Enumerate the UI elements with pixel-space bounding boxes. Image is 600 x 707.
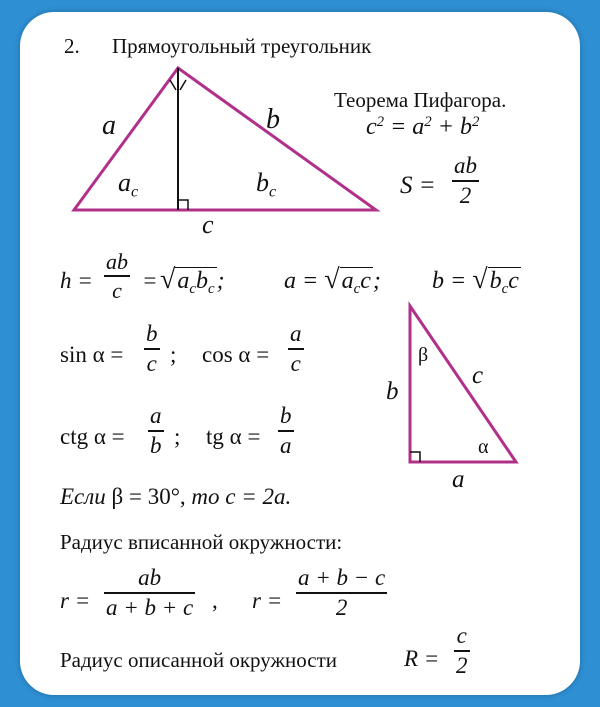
- label-c2: c: [472, 362, 484, 389]
- tg-fraction: b a: [280, 403, 292, 458]
- sin-fraction: b c: [146, 321, 158, 376]
- height-eq: =: [142, 268, 158, 293]
- label-alpha: α: [478, 436, 489, 458]
- formula-card: [20, 12, 580, 695]
- pythagoras-formula: $c^2 = a^2 + b^2$: [366, 114, 480, 141]
- ctg-fraction: a b: [150, 403, 162, 458]
- height-lhs: h =: [60, 268, 93, 293]
- leg-a-formula: $a = √a_cc$;: [284, 264, 381, 298]
- cos-lhs: cos α =: [202, 342, 270, 367]
- label-c: c: [202, 210, 214, 239]
- area-fraction: ab 2: [454, 153, 477, 208]
- sin-sep: ;: [170, 342, 177, 367]
- R-lhs: R =: [404, 646, 440, 671]
- r1-lhs: r =: [60, 588, 91, 613]
- r1-comma: ,: [212, 588, 218, 613]
- r2-lhs: r =: [252, 588, 283, 613]
- label-a: a: [102, 110, 116, 141]
- circumscribed-title: Радиус описанной окружности: [60, 648, 337, 672]
- r1-fraction: ab a + b + c: [106, 565, 194, 620]
- tg-lhs: tg α =: [206, 424, 261, 449]
- height-fraction: ab c: [106, 249, 128, 303]
- section-title: Прямоугольный треугольник: [112, 34, 372, 58]
- sin-lhs: sin α =: [60, 342, 124, 367]
- special-case: Если β = 30°, то c = 2a.: [60, 484, 292, 509]
- label-b2: b: [386, 378, 399, 405]
- inscribed-title: Радиус вписанной окружности:: [60, 530, 343, 554]
- height-root: $√a_cb_c$;: [160, 264, 225, 298]
- label-bc: $b_c$: [256, 168, 277, 201]
- r2-fraction: a + b − c 2: [298, 565, 386, 620]
- pythagoras-title: Теорема Пифагора.: [334, 88, 507, 112]
- R-fraction: c 2: [456, 623, 468, 678]
- ctg-lhs: ctg α =: [60, 424, 125, 449]
- triangle-2: [410, 306, 516, 462]
- area-lhs: S =: [400, 172, 436, 199]
- label-a2: a: [452, 466, 465, 493]
- section-number: 2.: [64, 34, 80, 58]
- ctg-sep: ;: [174, 424, 181, 449]
- label-beta: β: [418, 344, 429, 366]
- label-ac: $a_c$: [118, 168, 139, 201]
- label-b: b: [266, 104, 280, 135]
- cos-fraction: a c: [290, 321, 302, 376]
- leg-b-formula: $b = √b_cc$: [432, 264, 519, 298]
